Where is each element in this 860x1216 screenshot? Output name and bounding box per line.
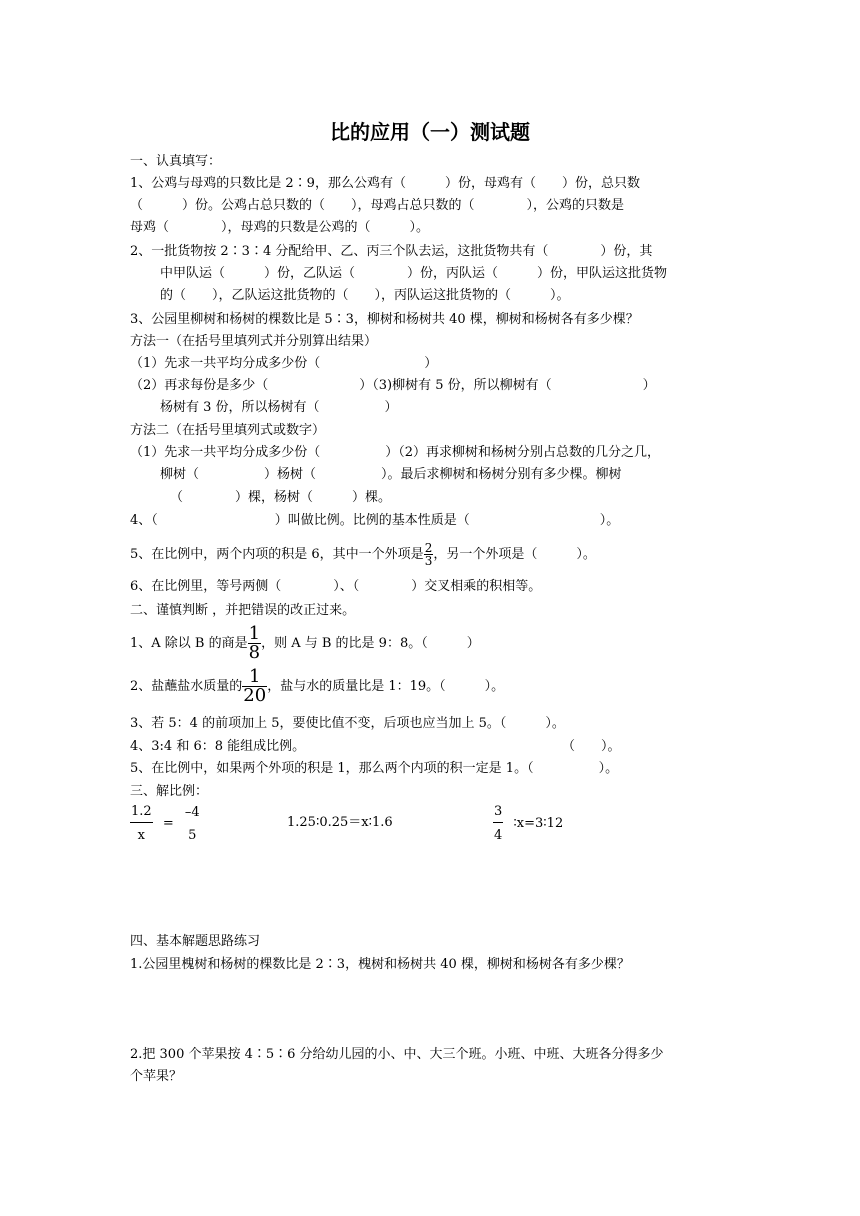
fraction-numerator: 3 — [494, 804, 503, 819]
section3-heading: 三、解比例： — [130, 784, 209, 799]
s1-q3: 3、公园里柳树和杨树的棵数比是 5∶3，柳树和杨树共 40 棵，柳树和杨树各有多少棵？ — [130, 312, 639, 327]
s1-q1-line1: 1、公鸡与母鸡的只数比是 2∶9，那么公鸡有（ ）份，母鸡有（ ）份，总只数 — [130, 176, 640, 191]
fraction-numerator: –4 — [184, 804, 200, 820]
fraction-one-eighth — [248, 625, 261, 662]
s3-equation-3 — [493, 805, 563, 842]
s2-q2 — [130, 667, 504, 707]
fraction-denominator: 5 — [188, 827, 197, 843]
s1-method2: 方法二（在括号里填列式或数字） — [130, 423, 326, 438]
section2-heading: 二、谨慎判断 ，并把错误的改正过来。 — [130, 603, 356, 618]
s4-q1: 1.公园里槐树和杨树的棵数比是 2∶3，槐树和杨树共 40 棵，柳树和杨树各有多少棵？ — [130, 957, 630, 972]
s3-equation-1 — [130, 805, 201, 842]
s2-q4-blank: （ ）。 — [562, 739, 621, 754]
s1-method2-step1: （1）先求一共平均分成多少份（ ）（2）再求柳树和杨树分别占总数的几分之几， — [130, 445, 661, 460]
fraction-numerator: 1.2 — [131, 804, 152, 819]
s2-q1 — [130, 624, 480, 664]
fraction-numerator: 1 — [249, 666, 261, 687]
s2-q4: 4、3:4 和 6：8 能组成比例。 — [130, 739, 306, 754]
s2-q2-text-a: 2、盐蘸盐水质量的 — [130, 679, 243, 694]
s4-q2-line2: 个苹果？ — [130, 1069, 183, 1084]
s2-q2-text-b: ，盐与水的质量比是 1：19。（ ）。 — [267, 679, 505, 694]
s1-method2-step3: （ ）棵，杨树（ ）棵。 — [170, 490, 392, 505]
fraction-numerator: 1 — [248, 623, 261, 644]
s1-q5-text-b: ，另一个外项是（ ）。 — [433, 547, 596, 562]
s1-q4: 4、（ ）叫做比例。比例的基本性质是（ ）。 — [130, 513, 620, 528]
s1-q2-line1: 2、一批货物按 2∶3∶4 分配给甲、乙、丙三个队去运，这批货物共有（ ）份，其 — [130, 244, 653, 259]
s3-equation-2: 1.25∶0.25＝x∶1.6 — [287, 815, 393, 830]
fraction-denominator: 3 — [424, 554, 433, 568]
s1-method1: 方法一（在括号里填列式并分别算出结果） — [130, 334, 378, 349]
fraction-denominator: 8 — [248, 642, 261, 663]
s3-equation-3-text: ∶x=3∶12 — [513, 815, 564, 831]
s1-q2-line2: 中甲队运（ ）份，乙队运（ ）份，丙队运（ ）份，甲队运这批货物 — [160, 266, 668, 281]
s1-method1-step3: 杨树有 3 份，所以杨树有（ ） — [160, 400, 398, 415]
s2-q1-text-a: 1、A 除以 B 的商是 — [130, 636, 248, 651]
equals-sign: = — [162, 816, 174, 831]
section4-heading: 四、基本解题思路练习 — [130, 934, 261, 949]
s1-method1-step2: （2）再求每份是多少（ ）（3)柳树有 5 份，所以柳树有（ ） — [130, 378, 656, 393]
s1-q2-line3: 的（ ），乙队运这批货物的（ ），丙队运这批货物的（ ）。 — [160, 288, 570, 303]
section1-heading: 一、认真填写： — [130, 154, 222, 169]
s4-q2-line1: 2.把 300 个苹果按 4∶5∶6 分给幼儿园的小、中、大三个班。小班、中班、大班各分得多少 — [130, 1047, 664, 1062]
fraction-right — [184, 806, 201, 842]
page-title: 比的应用（一）测试题 — [330, 120, 530, 144]
s1-q1-line3: 母鸡（ ），母鸡的只数是公鸡的（ ）。 — [130, 220, 430, 235]
s2-q5: 5、在比例中，如果两个外项的积是 1，那么两个内项的积一定是 1。（ ）。 — [130, 761, 619, 776]
s2-q1-text-b: ，则 A 与 B 的比是 9：8。（ ） — [261, 636, 480, 651]
s1-method2-step2: 柳树（ ）杨树（ ）。最后求柳树和杨树分别有多少棵。柳树 — [160, 467, 622, 482]
s1-q6: 6、在比例里，等号两侧（ ）、（ ）交叉相乘的积相等。 — [130, 579, 542, 594]
s1-q1-line2: （ ）份。公鸡占总只数的（ ），母鸡占总只数的（ ），公鸡的只数是 — [130, 198, 625, 213]
s1-q5-text-a: 5、在比例中，两个内项的积是 6，其中一个外项是 — [130, 547, 424, 562]
fraction-denominator: 20 — [243, 685, 267, 706]
fraction-numerator: 2 — [424, 541, 433, 555]
fraction-left — [130, 805, 153, 842]
fraction-denominator: 4 — [493, 822, 503, 842]
fraction-denominator: x — [130, 822, 153, 842]
fraction-two-thirds — [424, 542, 434, 567]
fraction-one-twentieth — [242, 668, 267, 705]
fraction-three-quarters — [493, 805, 503, 842]
s2-q3: 3、若 5：4 的前项加上 5，要使比值不变，后项也应当加上 5。（ ）。 — [130, 716, 565, 731]
s1-method1-step1: （1）先求一共平均分成多少份（ ） — [130, 356, 438, 371]
s1-q5 — [130, 538, 596, 572]
